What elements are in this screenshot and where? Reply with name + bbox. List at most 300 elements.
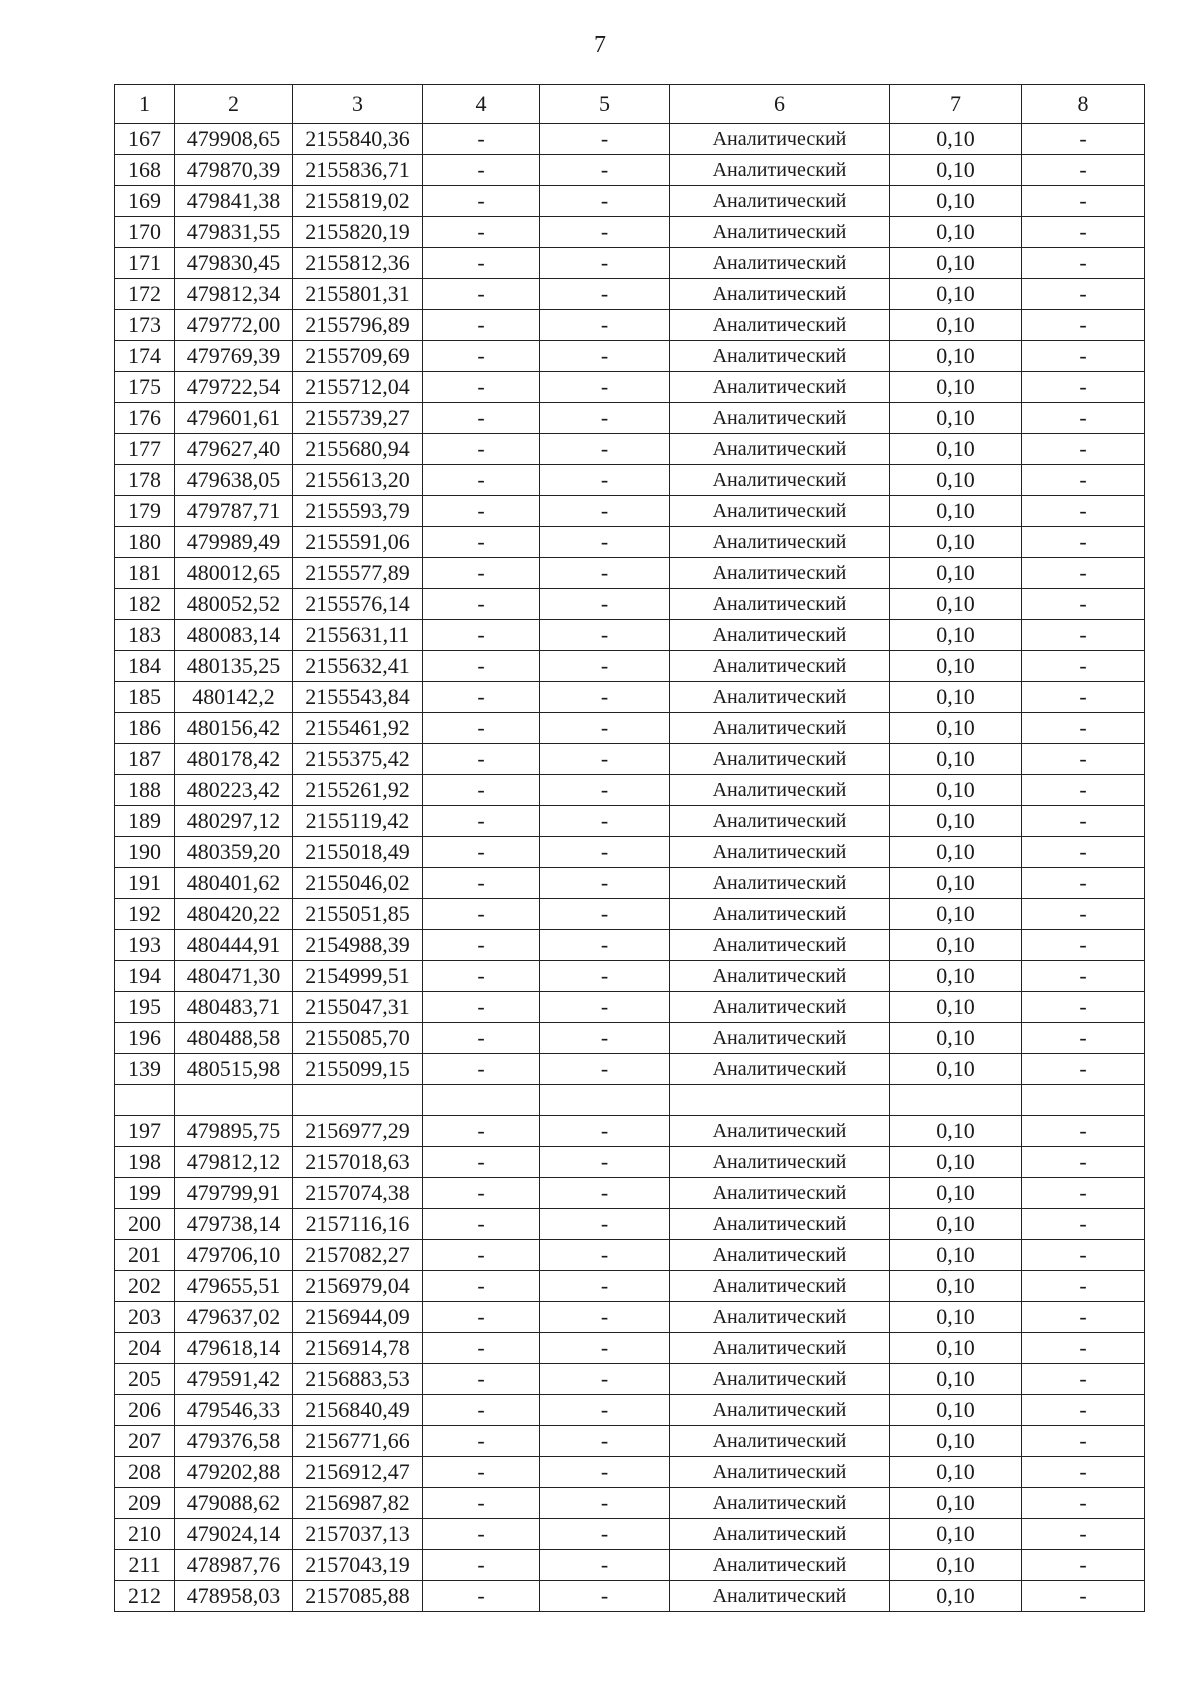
cell-point-number: 139 xyxy=(115,1054,175,1085)
cell-column-5: - xyxy=(540,341,670,372)
cell-method: Аналитический xyxy=(670,1147,890,1178)
cell-column-5: - xyxy=(540,1550,670,1581)
cell-column-5: - xyxy=(540,310,670,341)
cell-accuracy: 0,10 xyxy=(890,620,1022,651)
cell-method: Аналитический xyxy=(670,1116,890,1147)
cell-column-8: - xyxy=(1022,1147,1145,1178)
cell-column-5: - xyxy=(540,279,670,310)
cell-column-5: - xyxy=(540,1395,670,1426)
cell-column-5: - xyxy=(540,155,670,186)
table-row xyxy=(115,465,1145,496)
cell-point-number: 188 xyxy=(115,775,175,806)
cell-accuracy: 0,10 xyxy=(890,1116,1022,1147)
cell-column-4: - xyxy=(423,992,540,1023)
cell-method: Аналитический xyxy=(670,1023,890,1054)
cell-y-coordinate: 2157074,38 xyxy=(293,1178,423,1209)
cell-point-number: 175 xyxy=(115,372,175,403)
cell-y-coordinate: 2155119,42 xyxy=(293,806,423,837)
table-row xyxy=(115,1116,1145,1147)
table-row xyxy=(115,1178,1145,1209)
cell-method: Аналитический xyxy=(670,558,890,589)
cell-point-number: 169 xyxy=(115,186,175,217)
cell-y-coordinate: 2155085,70 xyxy=(293,1023,423,1054)
cell-method: Аналитический xyxy=(670,1550,890,1581)
cell-x-coordinate: 479601,61 xyxy=(175,403,293,434)
cell-column-4: - xyxy=(423,868,540,899)
cell-column-5: - xyxy=(540,1302,670,1333)
cell-point-number: 193 xyxy=(115,930,175,961)
cell-column-8: - xyxy=(1022,1550,1145,1581)
table-row xyxy=(115,372,1145,403)
cell-column-5: - xyxy=(540,465,670,496)
cell-column-5: - xyxy=(540,930,670,961)
cell-x-coordinate: 479870,39 xyxy=(175,155,293,186)
column-header-1: 1 xyxy=(115,85,175,124)
cell-x-coordinate: 479706,10 xyxy=(175,1240,293,1271)
cell-y-coordinate: 2157082,27 xyxy=(293,1240,423,1271)
column-header-6: 6 xyxy=(670,85,890,124)
cell-accuracy: 0,10 xyxy=(890,682,1022,713)
cell-y-coordinate: 2157116,16 xyxy=(293,1209,423,1240)
empty-cell xyxy=(115,1085,175,1116)
cell-x-coordinate: 480444,91 xyxy=(175,930,293,961)
cell-column-5: - xyxy=(540,1209,670,1240)
empty-cell xyxy=(293,1085,423,1116)
cell-accuracy: 0,10 xyxy=(890,155,1022,186)
cell-method: Аналитический xyxy=(670,899,890,930)
cell-x-coordinate: 480012,65 xyxy=(175,558,293,589)
cell-column-8: - xyxy=(1022,465,1145,496)
column-header-5: 5 xyxy=(540,85,670,124)
cell-point-number: 189 xyxy=(115,806,175,837)
cell-y-coordinate: 2155631,11 xyxy=(293,620,423,651)
cell-y-coordinate: 2155820,19 xyxy=(293,217,423,248)
cell-y-coordinate: 2155375,42 xyxy=(293,744,423,775)
cell-method: Аналитический xyxy=(670,527,890,558)
cell-accuracy: 0,10 xyxy=(890,1147,1022,1178)
cell-column-8: - xyxy=(1022,527,1145,558)
cell-point-number: 168 xyxy=(115,155,175,186)
cell-column-8: - xyxy=(1022,1581,1145,1612)
cell-column-8: - xyxy=(1022,713,1145,744)
cell-x-coordinate: 479831,55 xyxy=(175,217,293,248)
cell-x-coordinate: 479738,14 xyxy=(175,1209,293,1240)
cell-column-4: - xyxy=(423,558,540,589)
cell-column-4: - xyxy=(423,651,540,682)
cell-point-number: 182 xyxy=(115,589,175,620)
cell-method: Аналитический xyxy=(670,279,890,310)
cell-column-5: - xyxy=(540,496,670,527)
cell-column-5: - xyxy=(540,1147,670,1178)
cell-y-coordinate: 2155739,27 xyxy=(293,403,423,434)
column-header-3: 3 xyxy=(293,85,423,124)
cell-y-coordinate: 2155593,79 xyxy=(293,496,423,527)
cell-point-number: 176 xyxy=(115,403,175,434)
cell-x-coordinate: 480471,30 xyxy=(175,961,293,992)
cell-x-coordinate: 479989,49 xyxy=(175,527,293,558)
cell-column-5: - xyxy=(540,434,670,465)
cell-x-coordinate: 480052,52 xyxy=(175,589,293,620)
cell-column-4: - xyxy=(423,403,540,434)
cell-x-coordinate: 480083,14 xyxy=(175,620,293,651)
cell-column-4: - xyxy=(423,155,540,186)
cell-column-8: - xyxy=(1022,744,1145,775)
cell-y-coordinate: 2155709,69 xyxy=(293,341,423,372)
table-row xyxy=(115,1364,1145,1395)
cell-y-coordinate: 2156977,29 xyxy=(293,1116,423,1147)
cell-method: Аналитический xyxy=(670,1209,890,1240)
cell-column-8: - xyxy=(1022,806,1145,837)
cell-point-number: 199 xyxy=(115,1178,175,1209)
column-header-8: 8 xyxy=(1022,85,1145,124)
cell-point-number: 198 xyxy=(115,1147,175,1178)
cell-method: Аналитический xyxy=(670,1581,890,1612)
cell-column-4: - xyxy=(423,806,540,837)
cell-column-5: - xyxy=(540,1271,670,1302)
cell-y-coordinate: 2155632,41 xyxy=(293,651,423,682)
cell-y-coordinate: 2156883,53 xyxy=(293,1364,423,1395)
cell-column-4: - xyxy=(423,372,540,403)
cell-accuracy: 0,10 xyxy=(890,279,1022,310)
cell-column-4: - xyxy=(423,1395,540,1426)
cell-y-coordinate: 2155840,36 xyxy=(293,124,423,155)
cell-column-8: - xyxy=(1022,1426,1145,1457)
cell-x-coordinate: 479546,33 xyxy=(175,1395,293,1426)
table-row xyxy=(115,527,1145,558)
cell-y-coordinate: 2155051,85 xyxy=(293,899,423,930)
cell-column-8: - xyxy=(1022,1054,1145,1085)
cell-column-4: - xyxy=(423,279,540,310)
cell-column-8: - xyxy=(1022,1271,1145,1302)
cell-y-coordinate: 2155796,89 xyxy=(293,310,423,341)
cell-column-4: - xyxy=(423,775,540,806)
table-row xyxy=(115,713,1145,744)
coordinates-table xyxy=(114,84,1145,1612)
table-row xyxy=(115,186,1145,217)
cell-x-coordinate: 478958,03 xyxy=(175,1581,293,1612)
cell-method: Аналитический xyxy=(670,589,890,620)
cell-column-8: - xyxy=(1022,899,1145,930)
cell-column-4: - xyxy=(423,1240,540,1271)
cell-y-coordinate: 2155680,94 xyxy=(293,434,423,465)
cell-method: Аналитический xyxy=(670,248,890,279)
cell-point-number: 186 xyxy=(115,713,175,744)
cell-column-4: - xyxy=(423,124,540,155)
cell-column-4: - xyxy=(423,1426,540,1457)
cell-column-4: - xyxy=(423,682,540,713)
cell-column-5: - xyxy=(540,1116,670,1147)
cell-column-8: - xyxy=(1022,775,1145,806)
cell-accuracy: 0,10 xyxy=(890,1240,1022,1271)
cell-accuracy: 0,10 xyxy=(890,434,1022,465)
cell-y-coordinate: 2156914,78 xyxy=(293,1333,423,1364)
cell-point-number: 187 xyxy=(115,744,175,775)
cell-column-4: - xyxy=(423,1457,540,1488)
column-header-7: 7 xyxy=(890,85,1022,124)
cell-column-4: - xyxy=(423,1333,540,1364)
cell-method: Аналитический xyxy=(670,961,890,992)
cell-y-coordinate: 2155591,06 xyxy=(293,527,423,558)
cell-accuracy: 0,10 xyxy=(890,1519,1022,1550)
cell-accuracy: 0,10 xyxy=(890,217,1022,248)
cell-accuracy: 0,10 xyxy=(890,837,1022,868)
cell-point-number: 194 xyxy=(115,961,175,992)
cell-column-4: - xyxy=(423,930,540,961)
cell-column-5: - xyxy=(540,186,670,217)
cell-method: Аналитический xyxy=(670,620,890,651)
cell-y-coordinate: 2157018,63 xyxy=(293,1147,423,1178)
cell-column-8: - xyxy=(1022,186,1145,217)
cell-y-coordinate: 2156979,04 xyxy=(293,1271,423,1302)
cell-column-5: - xyxy=(540,558,670,589)
table-body xyxy=(115,124,1145,1612)
cell-column-5: - xyxy=(540,868,670,899)
cell-method: Аналитический xyxy=(670,775,890,806)
cell-accuracy: 0,10 xyxy=(890,403,1022,434)
table-row xyxy=(115,744,1145,775)
cell-column-8: - xyxy=(1022,310,1145,341)
cell-y-coordinate: 2155461,92 xyxy=(293,713,423,744)
cell-x-coordinate: 480178,42 xyxy=(175,744,293,775)
cell-column-5: - xyxy=(540,837,670,868)
table-row xyxy=(115,1426,1145,1457)
cell-x-coordinate: 480420,22 xyxy=(175,899,293,930)
cell-point-number: 177 xyxy=(115,434,175,465)
cell-column-5: - xyxy=(540,651,670,682)
cell-x-coordinate: 479618,14 xyxy=(175,1333,293,1364)
cell-point-number: 207 xyxy=(115,1426,175,1457)
cell-method: Аналитический xyxy=(670,155,890,186)
cell-x-coordinate: 479627,40 xyxy=(175,434,293,465)
cell-column-4: - xyxy=(423,589,540,620)
cell-column-8: - xyxy=(1022,1178,1145,1209)
cell-x-coordinate: 480156,42 xyxy=(175,713,293,744)
cell-accuracy: 0,10 xyxy=(890,1023,1022,1054)
cell-column-4: - xyxy=(423,1116,540,1147)
cell-method: Аналитический xyxy=(670,217,890,248)
cell-column-4: - xyxy=(423,1209,540,1240)
table-row xyxy=(115,1395,1145,1426)
cell-column-8: - xyxy=(1022,434,1145,465)
cell-point-number: 174 xyxy=(115,341,175,372)
cell-method: Аналитический xyxy=(670,1457,890,1488)
cell-column-8: - xyxy=(1022,1364,1145,1395)
cell-accuracy: 0,10 xyxy=(890,310,1022,341)
cell-method: Аналитический xyxy=(670,1519,890,1550)
table-row xyxy=(115,155,1145,186)
cell-y-coordinate: 2155801,31 xyxy=(293,279,423,310)
table-row xyxy=(115,1054,1145,1085)
cell-column-4: - xyxy=(423,248,540,279)
cell-column-5: - xyxy=(540,1519,670,1550)
cell-column-8: - xyxy=(1022,279,1145,310)
cell-method: Аналитический xyxy=(670,372,890,403)
cell-x-coordinate: 478987,76 xyxy=(175,1550,293,1581)
table-row xyxy=(115,899,1145,930)
table-row xyxy=(115,1488,1145,1519)
cell-accuracy: 0,10 xyxy=(890,1488,1022,1519)
table-row xyxy=(115,124,1145,155)
cell-point-number: 179 xyxy=(115,496,175,527)
cell-x-coordinate: 479202,88 xyxy=(175,1457,293,1488)
table-row xyxy=(115,930,1145,961)
cell-column-4: - xyxy=(423,341,540,372)
cell-method: Аналитический xyxy=(670,1240,890,1271)
cell-accuracy: 0,10 xyxy=(890,589,1022,620)
cell-column-5: - xyxy=(540,1023,670,1054)
cell-column-8: - xyxy=(1022,1488,1145,1519)
cell-column-8: - xyxy=(1022,1333,1145,1364)
table-row xyxy=(115,1023,1145,1054)
cell-column-8: - xyxy=(1022,589,1145,620)
cell-column-8: - xyxy=(1022,620,1145,651)
cell-point-number: 201 xyxy=(115,1240,175,1271)
cell-method: Аналитический xyxy=(670,403,890,434)
table-row xyxy=(115,310,1145,341)
cell-column-5: - xyxy=(540,775,670,806)
table-row xyxy=(115,558,1145,589)
cell-x-coordinate: 479812,34 xyxy=(175,279,293,310)
cell-column-4: - xyxy=(423,1271,540,1302)
cell-y-coordinate: 2156771,66 xyxy=(293,1426,423,1457)
empty-cell xyxy=(175,1085,293,1116)
cell-method: Аналитический xyxy=(670,124,890,155)
cell-point-number: 170 xyxy=(115,217,175,248)
cell-x-coordinate: 479655,51 xyxy=(175,1271,293,1302)
cell-column-8: - xyxy=(1022,1519,1145,1550)
cell-column-4: - xyxy=(423,744,540,775)
cell-y-coordinate: 2156912,47 xyxy=(293,1457,423,1488)
cell-x-coordinate: 479895,75 xyxy=(175,1116,293,1147)
cell-x-coordinate: 479638,05 xyxy=(175,465,293,496)
cell-column-4: - xyxy=(423,1054,540,1085)
cell-accuracy: 0,10 xyxy=(890,1395,1022,1426)
table-row xyxy=(115,248,1145,279)
cell-column-4: - xyxy=(423,1488,540,1519)
cell-point-number: 178 xyxy=(115,465,175,496)
cell-column-4: - xyxy=(423,1023,540,1054)
cell-y-coordinate: 2155819,02 xyxy=(293,186,423,217)
cell-method: Аналитический xyxy=(670,465,890,496)
cell-column-8: - xyxy=(1022,682,1145,713)
cell-column-5: - xyxy=(540,620,670,651)
cell-column-8: - xyxy=(1022,124,1145,155)
cell-method: Аналитический xyxy=(670,992,890,1023)
cell-method: Аналитический xyxy=(670,837,890,868)
cell-accuracy: 0,10 xyxy=(890,1364,1022,1395)
cell-x-coordinate: 480223,42 xyxy=(175,775,293,806)
cell-column-4: - xyxy=(423,961,540,992)
cell-x-coordinate: 479769,39 xyxy=(175,341,293,372)
cell-point-number: 204 xyxy=(115,1333,175,1364)
cell-column-5: - xyxy=(540,1581,670,1612)
cell-method: Аналитический xyxy=(670,1395,890,1426)
cell-x-coordinate: 479591,42 xyxy=(175,1364,293,1395)
cell-point-number: 203 xyxy=(115,1302,175,1333)
table-row xyxy=(115,961,1145,992)
cell-accuracy: 0,10 xyxy=(890,186,1022,217)
cell-method: Аналитический xyxy=(670,1364,890,1395)
cell-x-coordinate: 480401,62 xyxy=(175,868,293,899)
cell-column-4: - xyxy=(423,527,540,558)
cell-point-number: 206 xyxy=(115,1395,175,1426)
column-header-2: 2 xyxy=(175,85,293,124)
table-row xyxy=(115,620,1145,651)
cell-accuracy: 0,10 xyxy=(890,868,1022,899)
cell-method: Аналитический xyxy=(670,496,890,527)
cell-x-coordinate: 480359,20 xyxy=(175,837,293,868)
table-row xyxy=(115,589,1145,620)
cell-y-coordinate: 2155712,04 xyxy=(293,372,423,403)
cell-y-coordinate: 2156840,49 xyxy=(293,1395,423,1426)
cell-x-coordinate: 480483,71 xyxy=(175,992,293,1023)
cell-accuracy: 0,10 xyxy=(890,496,1022,527)
cell-x-coordinate: 479830,45 xyxy=(175,248,293,279)
cell-column-8: - xyxy=(1022,651,1145,682)
cell-accuracy: 0,10 xyxy=(890,527,1022,558)
cell-method: Аналитический xyxy=(670,1271,890,1302)
table-row xyxy=(115,1581,1145,1612)
cell-x-coordinate: 480488,58 xyxy=(175,1023,293,1054)
cell-column-5: - xyxy=(540,806,670,837)
cell-accuracy: 0,10 xyxy=(890,1550,1022,1581)
table-row xyxy=(115,217,1145,248)
cell-accuracy: 0,10 xyxy=(890,899,1022,930)
cell-column-4: - xyxy=(423,1364,540,1395)
cell-column-4: - xyxy=(423,496,540,527)
cell-y-coordinate: 2156987,82 xyxy=(293,1488,423,1519)
cell-method: Аналитический xyxy=(670,434,890,465)
cell-method: Аналитический xyxy=(670,1054,890,1085)
cell-point-number: 171 xyxy=(115,248,175,279)
cell-column-4: - xyxy=(423,1178,540,1209)
cell-column-5: - xyxy=(540,744,670,775)
cell-column-4: - xyxy=(423,217,540,248)
cell-column-5: - xyxy=(540,682,670,713)
cell-column-8: - xyxy=(1022,1395,1145,1426)
cell-accuracy: 0,10 xyxy=(890,961,1022,992)
cell-point-number: 195 xyxy=(115,992,175,1023)
cell-accuracy: 0,10 xyxy=(890,372,1022,403)
cell-column-4: - xyxy=(423,837,540,868)
table-row xyxy=(115,496,1145,527)
cell-column-8: - xyxy=(1022,868,1145,899)
cell-method: Аналитический xyxy=(670,1178,890,1209)
cell-column-5: - xyxy=(540,589,670,620)
cell-column-8: - xyxy=(1022,930,1145,961)
cell-column-5: - xyxy=(540,713,670,744)
cell-x-coordinate: 479908,65 xyxy=(175,124,293,155)
cell-column-4: - xyxy=(423,1147,540,1178)
cell-y-coordinate: 2154988,39 xyxy=(293,930,423,961)
cell-accuracy: 0,10 xyxy=(890,1271,1022,1302)
cell-column-5: - xyxy=(540,899,670,930)
cell-accuracy: 0,10 xyxy=(890,341,1022,372)
cell-column-4: - xyxy=(423,1581,540,1612)
cell-method: Аналитический xyxy=(670,1426,890,1457)
cell-column-4: - xyxy=(423,1550,540,1581)
cell-column-8: - xyxy=(1022,558,1145,589)
cell-column-4: - xyxy=(423,1302,540,1333)
cell-method: Аналитический xyxy=(670,744,890,775)
cell-column-8: - xyxy=(1022,403,1145,434)
cell-point-number: 211 xyxy=(115,1550,175,1581)
cell-accuracy: 0,10 xyxy=(890,1426,1022,1457)
cell-method: Аналитический xyxy=(670,682,890,713)
cell-method: Аналитический xyxy=(670,868,890,899)
cell-x-coordinate: 479812,12 xyxy=(175,1147,293,1178)
cell-y-coordinate: 2157085,88 xyxy=(293,1581,423,1612)
